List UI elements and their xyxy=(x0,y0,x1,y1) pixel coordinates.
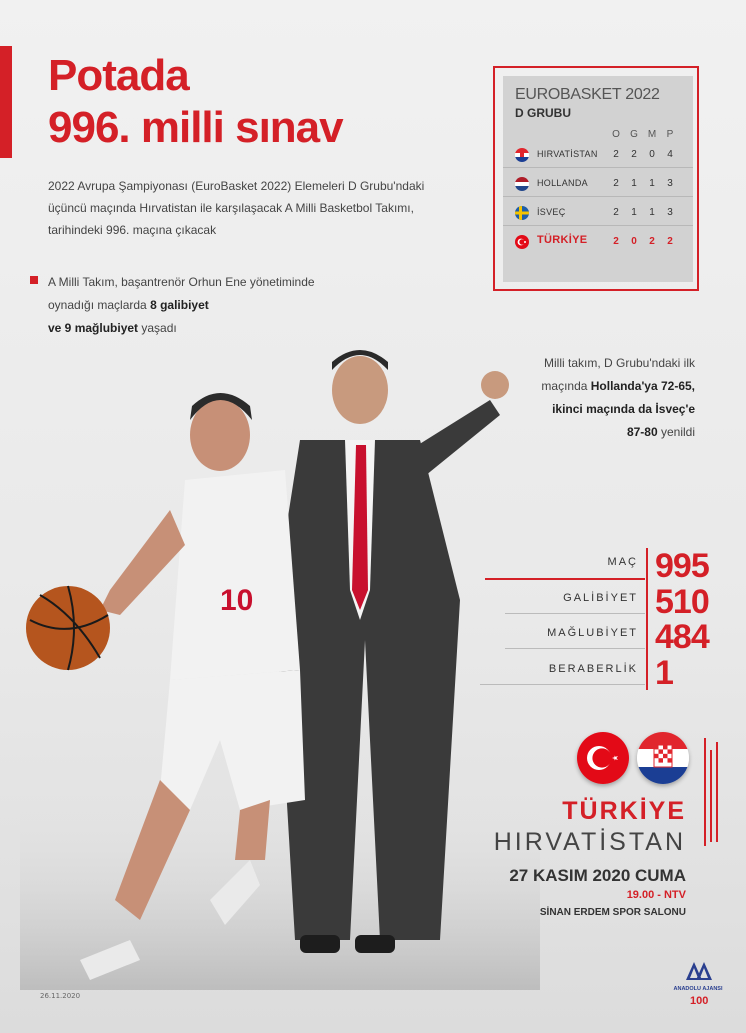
cell-o: 2 xyxy=(613,236,619,247)
cell-g: 0 xyxy=(631,236,637,247)
stat-value-losses: 484 xyxy=(655,618,709,656)
cell-g: 2 xyxy=(631,149,637,160)
prev-note-b: Hollanda'ya 72-65, ikinci maçında da İsveç'e 87-80 xyxy=(552,379,695,439)
bullet-icon xyxy=(30,276,38,284)
team-name: İSVEÇ xyxy=(537,207,566,217)
coach-note-text: A Milli Takım, başantrenör Orhun Ene yönetiminde oynadığı maçlarda xyxy=(48,275,315,312)
title-line-1: Potada xyxy=(48,51,189,100)
stat-separator xyxy=(505,648,645,649)
cell-o: 2 xyxy=(613,178,619,189)
standings-row-highlight xyxy=(503,227,693,255)
match-venue: SİNAN ERDEM SPOR SALONU xyxy=(539,907,686,918)
anadolu-agency-logo xyxy=(672,958,724,1008)
standings-table xyxy=(503,76,693,282)
match-time: 19.00 - NTV xyxy=(626,889,686,901)
title-line-2: 996. milli sınav xyxy=(48,103,343,152)
turkey-flag-icon xyxy=(515,235,529,249)
team-name: TÜRKİYE xyxy=(537,234,588,246)
header-g: G xyxy=(630,129,638,140)
cell-p: 3 xyxy=(667,178,673,189)
cell-p: 2 xyxy=(667,236,673,247)
cell-m: 0 xyxy=(649,149,655,160)
cell-o: 2 xyxy=(613,207,619,218)
standings-group: D GRUBU xyxy=(515,106,571,120)
prev-note-c: yenildi xyxy=(657,425,695,439)
previous-games-note xyxy=(540,352,695,444)
cell-m: 1 xyxy=(649,207,655,218)
stat-label-draws: BERABERLİK xyxy=(548,663,638,675)
sweden-flag-icon xyxy=(515,206,529,220)
page-title xyxy=(48,50,468,154)
team-name: HOLLANDA xyxy=(537,178,588,188)
stat-separator xyxy=(505,613,645,614)
footer-date: 26.11.2020 xyxy=(40,992,81,1000)
stat-label-matches: MAÇ xyxy=(607,556,638,568)
cell-g: 1 xyxy=(631,207,637,218)
players-illustration xyxy=(20,340,540,990)
accent-bar xyxy=(0,46,12,158)
coach-note-tail: yaşadı xyxy=(138,321,177,335)
stat-separator xyxy=(480,684,645,685)
cell-o: 2 xyxy=(613,149,619,160)
stats-accent-line xyxy=(485,578,645,580)
standings-row xyxy=(503,198,693,226)
header-m: M xyxy=(647,129,657,140)
croatia-flag-icon xyxy=(637,732,689,784)
intro-text: 2022 Avrupa Şampiyonası (EuroBasket 2022) Elemeleri D Grubu'ndaki üçüncü maçında Hırvatistan ile karşılaşacak A Milli Basketbol Takımı, tarihindeki 996. maçına çıkacak xyxy=(48,179,425,237)
stats-divider xyxy=(646,548,648,690)
turkey-flag-icon xyxy=(577,732,629,784)
cell-p: 4 xyxy=(667,149,673,160)
coach-note-losses: ve 9 mağlubiyet xyxy=(48,321,139,335)
standings-title: EUROBASKET 2022 xyxy=(515,86,660,103)
svg-text:100: 100 xyxy=(690,995,709,1007)
stat-label-losses: MAĞLUBİYET xyxy=(547,627,638,639)
prev-note-a: Milli takım, D Grubu'ndaki ilk maçında xyxy=(541,356,695,393)
cell-m: 1 xyxy=(649,178,655,189)
stat-value-draws: 1 xyxy=(655,654,673,692)
croatia-flag-icon xyxy=(515,148,529,162)
cell-g: 1 xyxy=(631,178,637,189)
match-date: 27 KASIM 2020 CUMA xyxy=(509,866,686,885)
stat-value-matches: 995 xyxy=(655,547,709,585)
coach-note xyxy=(48,271,328,340)
header-o: O xyxy=(612,129,620,140)
match-away-team: HIRVATİSTAN xyxy=(493,828,686,856)
cell-m: 2 xyxy=(649,236,655,247)
cell-p: 3 xyxy=(667,207,673,218)
svg-text:10: 10 xyxy=(220,584,254,617)
stat-label-wins: GALİBİYET xyxy=(563,592,638,604)
stat-value-wins: 510 xyxy=(655,583,709,621)
netherlands-flag-icon xyxy=(515,177,529,191)
standings-row xyxy=(503,169,693,197)
standings-row xyxy=(503,140,693,168)
match-home-team: TÜRKİYE xyxy=(562,797,686,825)
header-p: P xyxy=(666,129,674,140)
coach-note-wins: 8 galibiyet xyxy=(150,298,209,312)
team-name: HIRVATİSTAN xyxy=(537,149,598,159)
svg-text:ANADOLU AJANSI: ANADOLU AJANSI xyxy=(673,986,723,992)
